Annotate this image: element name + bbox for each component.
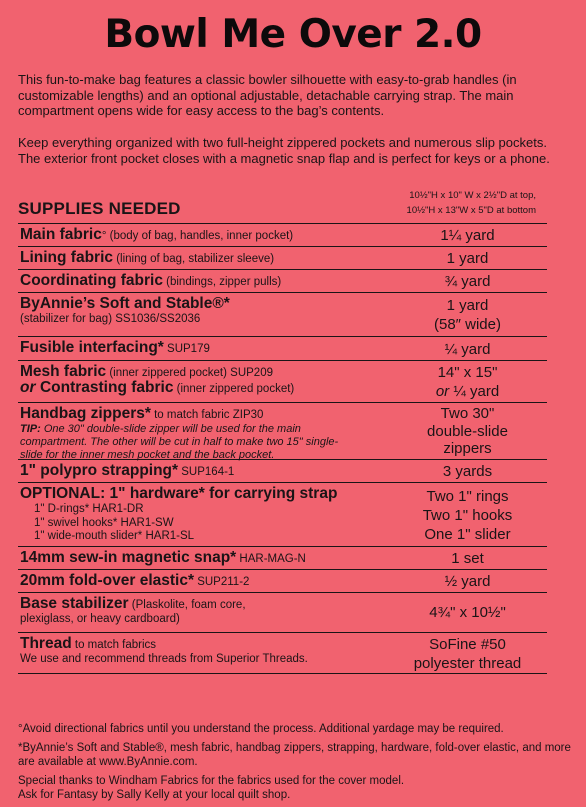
item-name: Main fabric — [20, 226, 102, 243]
item-name: 20mm fold-over elastic* — [20, 572, 195, 589]
item-name: Handbag zippers* — [20, 405, 151, 422]
intro-paragraph-1: This fun-to-make bag features a classic bowler silhouette with easy-to-grab handles (in customizable lengths) and an optional adjustable, detachable carrying strap. The main compartment opens wide for easy access to the bag’s contents. — [18, 72, 517, 118]
hardware-item: 1" D-rings* HAR1-DR — [34, 503, 144, 515]
item-name: Mesh fabric — [20, 363, 107, 380]
supply-row-lining — [18, 247, 547, 270]
item-code: SUP179 — [163, 343, 210, 355]
dimension-bottom: 10½"H x 13"W x 5"D at bottom — [406, 205, 536, 216]
quantity-line: Two 1" rings — [426, 488, 509, 505]
tip-label: TIP: — [20, 423, 41, 435]
page-title: Bowl Me Over 2.0 — [104, 12, 482, 57]
item-note-alt: (inner zippered pocket) — [173, 383, 295, 395]
footnote-mark: ° — [101, 230, 107, 242]
supplies-table — [18, 223, 547, 674]
supply-row-main-fabric — [18, 224, 547, 247]
intro-paragraph-2: Keep everything organized with two full-height zippered pockets and numerous slip pockets. The exterior front pocket closes with a magnetic snap flap and is perfect for keys or a phone. — [18, 135, 550, 166]
item-code: HAR-MAG-N — [236, 553, 306, 565]
tip-body: One 30" double-slide zipper will be used for the main compartment. The other will be cut in half to make two 15" single-slide for the inner mesh pocket and the back pocket. — [20, 423, 339, 461]
or-label: or — [20, 379, 36, 396]
supply-row-base — [18, 593, 547, 633]
quantity-line: 14" x 15" — [437, 364, 498, 381]
supply-row-coordinating — [18, 270, 547, 293]
bag-dimensions — [336, 188, 536, 218]
item-note-cont: plexiglass, or heavy cardboard) — [20, 613, 180, 625]
quantity-line: 1 yard — [446, 297, 489, 314]
item-name: 14mm sew-in magnetic snap* — [20, 549, 237, 566]
item-code: SUP164-1 — [178, 466, 235, 478]
item-quantity — [388, 487, 547, 544]
dimension-top: 10½"H x 10" W x 2½"D at top, — [409, 190, 536, 201]
item-note: (Plaskolite, foam core, — [128, 599, 246, 611]
item-quantity — [388, 363, 547, 401]
footnote-fantasy: Ask for Fantasy by Sally Kelly at your local quilt shop. — [18, 789, 291, 801]
item-quantity: 4¾" x 10½" — [429, 604, 506, 621]
quantity-line: Two 1" hooks — [422, 507, 513, 524]
supply-row-elastic — [18, 570, 547, 593]
item-note: to match fabric ZIP30 — [150, 409, 264, 421]
item-quantity: ½ yard — [444, 573, 491, 590]
footnotes — [18, 722, 578, 807]
item-quantity — [388, 405, 547, 458]
item-name: Coordinating fabric — [20, 272, 163, 289]
quantity-line — [388, 382, 547, 401]
item-note: (inner zippered pocket) SUP209 — [106, 367, 273, 379]
item-name-alt: Contrasting fabric — [39, 379, 174, 396]
item-note: to match fabrics — [71, 639, 157, 651]
item-quantity: 3 yards — [442, 463, 493, 480]
quantity-line: Two 30" — [440, 405, 495, 422]
item-name: OPTIONAL: 1" hardware* for carrying strap — [20, 485, 338, 502]
supply-row-fusible — [18, 337, 547, 361]
item-note: (body of bag, handles, inner pocket) — [106, 230, 294, 242]
item-note: (stabilizer for bag) SS1036/SS2036 — [20, 313, 201, 325]
item-name: Lining fabric — [20, 249, 113, 266]
quantity-line: double-slide — [427, 422, 508, 440]
item-quantity: 1 set — [451, 550, 484, 567]
quantity-line: SoFine #50 — [429, 636, 506, 653]
item-sub: We use and recommend threads from Superior Threads. — [20, 653, 308, 665]
quantity-line: One 1" slider — [424, 526, 511, 543]
item-name: Base stabilizer — [20, 595, 129, 612]
item-name: Fusible interfacing* — [20, 339, 164, 356]
or-label: or — [435, 383, 450, 400]
quantity-line: zippers — [443, 440, 492, 457]
supply-row-hardware — [18, 483, 547, 547]
supply-row-mesh — [18, 361, 547, 403]
supply-row-strapping — [18, 460, 547, 483]
hardware-item: 1" wide-mouth slider* HAR1-SL — [34, 530, 195, 542]
item-quantity: 1 yard — [446, 250, 489, 267]
supply-row-zippers — [18, 403, 547, 460]
item-note: (lining of bag, stabilizer sleeve) — [113, 253, 275, 265]
item-note: (bindings, zipper pulls) — [162, 276, 282, 288]
footnote-directional: °Avoid directional fabrics until you understand the process. Additional yardage may be required. — [18, 723, 504, 735]
supply-row-soft-stable — [18, 293, 547, 337]
footnote-availability: *ByAnnie’s Soft and Stable®, mesh fabric, handbag zippers, strapping, hardware, fold-over elastic, and more are available at www.ByAnnie.com. — [18, 742, 571, 768]
quantity-alt: ¼ yard — [449, 383, 500, 400]
hardware-item: 1" swivel hooks* HAR1-SW — [34, 516, 174, 529]
supplies-heading: SUPPLIES NEEDED — [18, 199, 181, 218]
item-code: SUP211-2 — [194, 576, 250, 588]
item-name: ByAnnie’s Soft and Stable®* — [20, 295, 230, 312]
item-quantity — [388, 296, 547, 334]
tip-text — [20, 423, 360, 462]
footnote-thanks: Special thanks to Windham Fabrics for the fabrics used for the cover model. — [18, 775, 405, 787]
supply-row-snap — [18, 547, 547, 570]
item-quantity: ¼ yard — [444, 341, 491, 358]
item-name: Thread — [20, 635, 72, 652]
supply-row-thread — [18, 633, 547, 674]
item-quantity: ¾ yard — [444, 273, 491, 290]
item-quantity: 1¼ yard — [440, 227, 495, 244]
quantity-line: polyester thread — [413, 655, 522, 672]
item-name: 1" polypro strapping* — [20, 462, 179, 479]
quantity-line: (58″ wide) — [433, 316, 501, 333]
item-quantity — [388, 635, 547, 673]
